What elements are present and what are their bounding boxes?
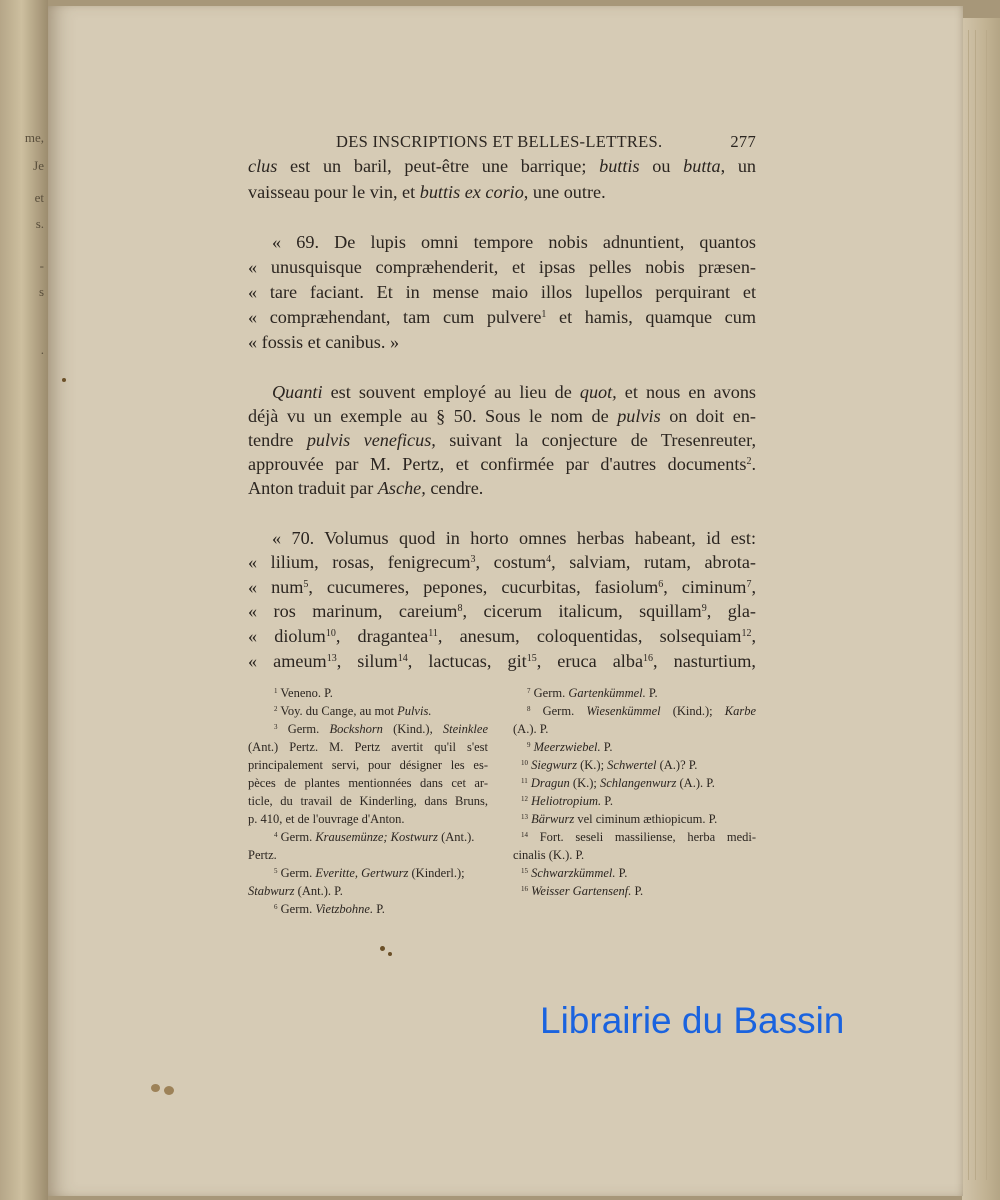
footnote-line: (A.). P. bbox=[513, 722, 549, 736]
foxing-spot bbox=[388, 952, 392, 956]
footnote-ref: 12 bbox=[741, 628, 752, 639]
footnote-ref: 14 bbox=[397, 653, 408, 664]
body-line: Anton traduit par Asche, cendre. bbox=[248, 478, 484, 498]
footnote: $^1$ Veneno. P. bbox=[274, 686, 333, 700]
footnote-ref: 16 bbox=[643, 653, 654, 664]
footnote: $^{16}$ Weisser Gartensenf. P. bbox=[521, 884, 644, 898]
footnote-ref: 9 bbox=[701, 603, 707, 614]
footnote-line: principalement servi, pour désigner les es- bbox=[248, 758, 488, 772]
watermark: Librairie du Bassin bbox=[540, 1000, 845, 1041]
body-line: « 69. De lupis omni tempore nobis adnuntient, quantos bbox=[272, 232, 756, 252]
body-line: « lilium, rosas, fenigrecum$^3$, costum$^4$, salviam, rutam, abrota- bbox=[248, 552, 756, 572]
footnote: $^{15}$ Schwarzkümmel. P. bbox=[521, 866, 628, 880]
footnote: $^{11}$ Dragun (K.); Schlangenwurz (A.). P. bbox=[521, 776, 715, 790]
body-line: « unusquisque compræhenderit, et ipsas pelles nobis præsen- bbox=[248, 257, 756, 277]
body-line: « ros marinum, careium$^8$, cicerum italicum, squillam$^9$, gla- bbox=[248, 601, 756, 621]
body-line: clus est un baril, peut-être une barrique; buttis ou butta, un bbox=[248, 156, 757, 176]
body-line: tendre pulvis veneficus, suivant la conjecture de Tresenreuter, bbox=[248, 430, 756, 450]
body-line: « tare faciant. Et in mense maio illos lupellos perquirant et bbox=[248, 282, 756, 302]
page-number: 277 bbox=[730, 132, 756, 151]
footnote: $^{13}$ Bärwurz vel ciminum æthiopicum. P. bbox=[521, 812, 718, 826]
body-line: « 70. Volumus quod in horto omnes herbas habeant, id est: bbox=[272, 528, 756, 548]
facing-page-fragment: Je bbox=[33, 158, 44, 173]
body-line: « ameum$^{13}$, silum$^{14}$, lactucas, git$^{15}$, eruca alba$^{16}$, nasturtium, bbox=[248, 651, 756, 671]
footnote-ref: 13 bbox=[326, 653, 337, 664]
footnote-ref: 2 bbox=[746, 456, 752, 467]
footnote-ref: 11 bbox=[428, 628, 438, 639]
footnote-ref: 5 bbox=[303, 579, 309, 590]
foxing-spot bbox=[151, 1084, 160, 1092]
footnote-ref: 8 bbox=[457, 603, 463, 614]
body-line: approuvée par M. Pertz, et confirmée par d'autres documents$^2$. bbox=[248, 454, 756, 474]
footnote: $^8$ Germ. Wiesenkümmel (Kind.); Karbe bbox=[527, 704, 756, 718]
body-line: « diolum$^{10}$, dragantea$^{11}$, anesum, coloquentidas, solsequiam$^{12}$, bbox=[248, 626, 756, 646]
footnote: $^3$ Germ. Bockshorn (Kind.), Steinklee bbox=[274, 722, 489, 736]
footnote: $^{10}$ Siegwurz (K.); Schwertel (A.)? P. bbox=[521, 758, 698, 772]
facing-page-fragment: et bbox=[34, 190, 44, 205]
facing-page-fragment: - bbox=[39, 258, 44, 273]
footnote: $^{12}$ Heliotropium. P. bbox=[521, 794, 613, 808]
body-line: « compræhendant, tam cum pulvere$^1$ et hamis, quamque cum bbox=[248, 307, 756, 327]
facing-page-fragment: . bbox=[40, 342, 44, 357]
footnote-ref: 1 bbox=[541, 309, 547, 320]
page-edge-line bbox=[986, 30, 987, 1180]
footnote: $^{14}$ Fort. seseli massiliense, herba medi- bbox=[521, 830, 756, 844]
footnote-ref: 3 bbox=[470, 554, 476, 565]
footnote: $^6$ Germ. Vietzbohne. P. bbox=[274, 902, 385, 916]
footnote: $^4$ Germ. Krausemünze; Kostwurz (Ant.). bbox=[274, 830, 475, 844]
facing-page-edge bbox=[0, 0, 48, 1200]
footnote: $^9$ Meerzwiebel. P. bbox=[527, 740, 613, 754]
body-line: « fossis et canibus. » bbox=[248, 332, 400, 352]
footnote-line: Stabwurz (Ant.). P. bbox=[248, 884, 343, 898]
footnote: $^5$ Germ. Everitte, Gertwurz (Kinderl.); bbox=[274, 866, 465, 880]
footnote-line: pèces de plantes mentionnées dans cet ar- bbox=[248, 776, 488, 790]
foxing-spot bbox=[62, 378, 66, 382]
footnote-line: ticle, du travail de Kinderling, dans Bruns, bbox=[248, 794, 488, 808]
page-edge-line bbox=[968, 30, 969, 1180]
facing-page-fragment: s bbox=[38, 284, 44, 299]
footnote-ref: 7 bbox=[746, 579, 752, 590]
footnote: $^7$ Germ. Gartenkümmel. P. bbox=[527, 686, 658, 700]
footnote: $^2$ Voy. du Cange, au mot Pulvis. bbox=[274, 704, 432, 718]
footnote-line: (Ant.) Pertz. M. Pertz avertit qu'il s'est bbox=[248, 740, 488, 754]
facing-page-fragment: me, bbox=[24, 130, 44, 145]
foxing-spot bbox=[164, 1086, 174, 1095]
footnote-line: cinalis (K.). P. bbox=[513, 848, 585, 862]
body-line: « num$^5$, cucumeres, pepones, cucurbitas, fasiolum$^6$, ciminum$^7$, bbox=[248, 577, 756, 597]
foxing-spot bbox=[380, 946, 385, 951]
running-head-title: DES INSCRIPTIONS ET BELLES-LETTRES. bbox=[336, 132, 663, 151]
body-line: Quanti est souvent employé au lieu de quot, et nous en avons bbox=[272, 382, 756, 402]
body-line: déjà vu un exemple au § 50. Sous le nom de pulvis on doit en- bbox=[248, 406, 756, 426]
footnote-ref: 15 bbox=[526, 653, 537, 664]
footnote-line: p. 410, et de l'ouvrage d'Anton. bbox=[248, 812, 405, 826]
footnote-ref: 10 bbox=[325, 628, 336, 639]
page-edge-line bbox=[975, 30, 976, 1180]
facing-page-fragment: s. bbox=[35, 216, 44, 231]
footnote-ref: 4 bbox=[546, 554, 552, 565]
body-line: vaisseau pour le vin, et buttis ex corio, une outre. bbox=[248, 182, 606, 202]
footnote-ref: 6 bbox=[658, 579, 664, 590]
footnote-line: Pertz. bbox=[248, 848, 277, 862]
